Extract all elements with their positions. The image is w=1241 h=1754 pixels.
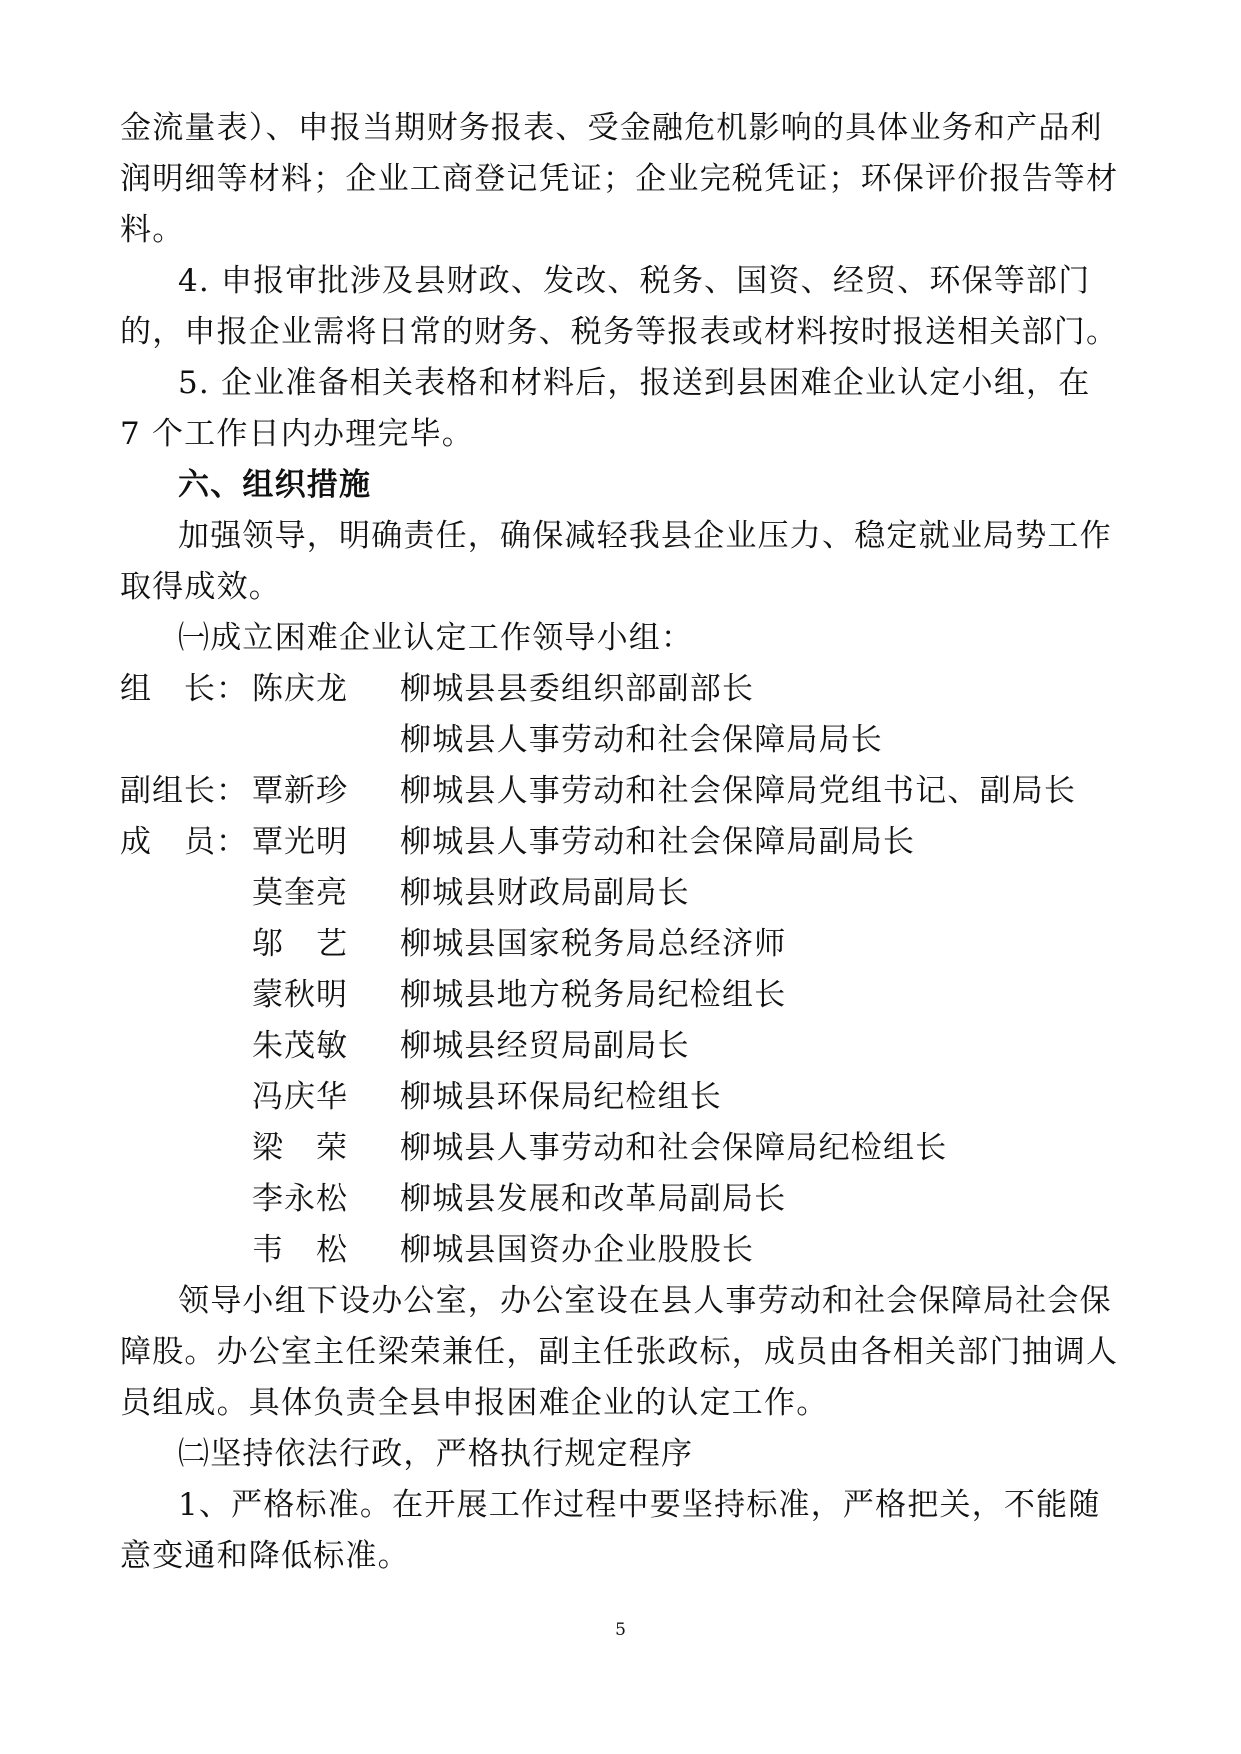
paragraph-line: 加强领导，明确责任，确保减轻我县企业压力、稳定就业局势工作 xyxy=(178,518,1112,554)
subsection-heading: ㈡坚持依法行政，严格执行规定程序 xyxy=(178,1436,694,1472)
member-title: 柳城县地方税务局纪检组长 xyxy=(400,977,787,1013)
paragraph-line: 润明细等材料；企业工商登记凭证；企业完税凭证；环保评价报告等材 xyxy=(120,161,1119,197)
member-name: 莫奎亮 xyxy=(252,875,348,911)
member-role: 成 员： xyxy=(120,824,248,860)
member-name: 邬 艺 xyxy=(252,926,348,962)
member-name: 梁 荣 xyxy=(252,1130,348,1166)
paragraph-line: 意变通和降低标准。 xyxy=(120,1538,410,1574)
paragraph-line: 料。 xyxy=(120,212,185,248)
member-role: 副组长： xyxy=(120,773,248,809)
member-title: 柳城县人事劳动和社会保障局副局长 xyxy=(400,824,916,860)
member-name: 李永松 xyxy=(252,1181,348,1217)
member-name: 蒙秋明 xyxy=(252,977,348,1013)
paragraph-line: 4. 申报审批涉及县财政、发改、税务、国资、经贸、环保等部门 xyxy=(178,263,1091,299)
member-title: 柳城县县委组织部副部长 xyxy=(400,671,755,707)
paragraph-line: 取得成效。 xyxy=(120,569,281,605)
member-name: 冯庆华 xyxy=(252,1079,348,1115)
paragraph-line: 1、严格标准。在开展工作过程中要坚持标准，严格把关，不能随 xyxy=(178,1487,1101,1523)
section-heading: 六、组织措施 xyxy=(178,467,372,503)
member-title: 柳城县环保局纪检组长 xyxy=(400,1079,722,1115)
member-title: 柳城县国资办企业股股长 xyxy=(400,1232,755,1268)
member-title: 柳城县国家税务局总经济师 xyxy=(400,926,787,962)
paragraph-line: 金流量表）、申报当期财务报表、受金融危机影响的具体业务和产品利 xyxy=(120,110,1103,146)
paragraph-line: 障股。办公室主任梁荣兼任，副主任张政标，成员由各相关部门抽调人 xyxy=(120,1334,1119,1370)
member-title: 柳城县经贸局副局长 xyxy=(400,1028,690,1064)
member-title: 柳城县发展和改革局副局长 xyxy=(400,1181,787,1217)
member-name: 朱茂敏 xyxy=(252,1028,348,1064)
member-title: 柳城县财政局副局长 xyxy=(400,875,690,911)
member-title: 柳城县人事劳动和社会保障局党组书记、副局长 xyxy=(400,773,1077,809)
member-title: 柳城县人事劳动和社会保障局局长 xyxy=(400,722,883,758)
paragraph-line: 领导小组下设办公室，办公室设在县人事劳动和社会保障局社会保 xyxy=(178,1283,1112,1319)
paragraph-line: 7 个工作日内办理完毕。 xyxy=(120,416,474,452)
page-number: 5 xyxy=(615,1620,626,1640)
paragraph-line: 5. 企业准备相关表格和材料后，报送到县困难企业认定小组，在 xyxy=(178,365,1091,401)
paragraph-line: 员组成。具体负责全县申报困难企业的认定工作。 xyxy=(120,1385,829,1421)
subsection-heading: ㈠成立困难企业认定工作领导小组： xyxy=(178,620,694,656)
member-name: 覃光明 xyxy=(252,824,348,860)
member-name: 覃新珍 xyxy=(252,773,348,809)
paragraph-line: 的，申报企业需将日常的财务、税务等报表或材料按时报送相关部门。 xyxy=(120,314,1119,350)
member-name: 韦 松 xyxy=(252,1232,348,1268)
member-name: 陈庆龙 xyxy=(252,671,348,707)
member-role: 组 长： xyxy=(120,671,248,707)
member-title: 柳城县人事劳动和社会保障局纪检组长 xyxy=(400,1130,948,1166)
